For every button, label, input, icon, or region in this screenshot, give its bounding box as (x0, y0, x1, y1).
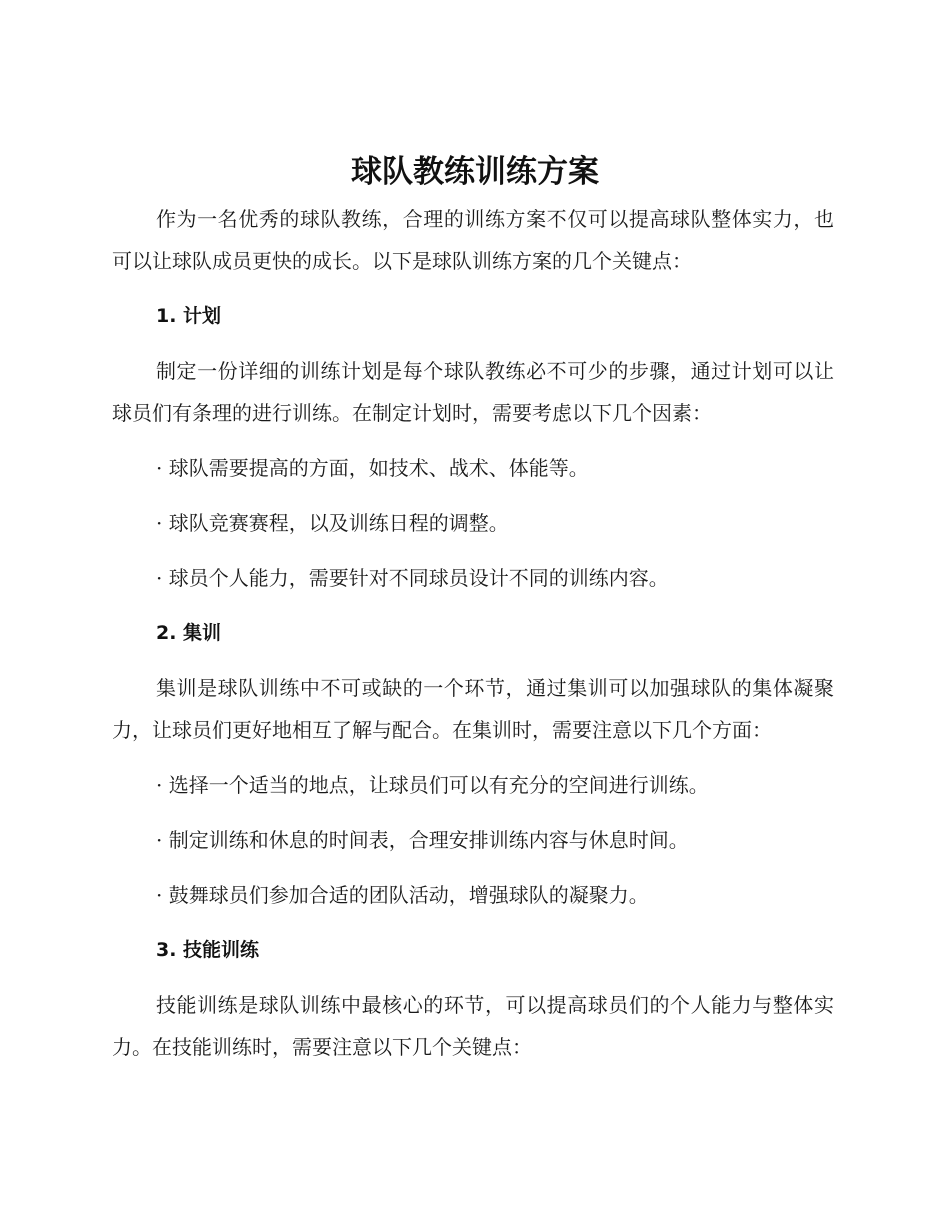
intro-paragraph: 作为一名优秀的球队教练，合理的训练方案不仅可以提高球队整体实力，也可以让球队成员更快的成长。以下是球队训练方案的几个关键点： (112, 207, 834, 273)
section-heading-plan: 1. 计划 (156, 305, 222, 327)
section-heading-skills: 3. 技能训练 (156, 939, 260, 961)
list-item: · 球员个人能力，需要针对不同球员设计不同的训练内容。 (156, 566, 669, 590)
list-item: · 选择一个适当的地点，让球员们可以有充分的空间进行训练。 (156, 773, 709, 797)
section-paragraph-skills: 技能训练是球队训练中最核心的环节，可以提高球员们的个人能力与整体实力。在技能训练时，需要注意以下几个关键点： (112, 993, 834, 1059)
list-item: · 球队需要提高的方面，如技术、战术、体能等。 (156, 456, 589, 480)
section-paragraph-plan: 制定一份详细的训练计划是每个球队教练必不可少的步骤，通过计划可以让球员们有条理的进行训练。在制定计划时，需要考虑以下几个因素： (112, 359, 834, 425)
document-body (112, 198, 834, 1068)
list-item: · 球队竞赛赛程，以及训练日程的调整。 (156, 511, 509, 535)
list-item: · 鼓舞球员们参加合适的团队活动，增强球队的凝聚力。 (156, 883, 649, 907)
section-heading-camp: 2. 集训 (156, 622, 222, 644)
document-title: 球队教练训练方案 (351, 154, 599, 190)
list-item: · 制定训练和休息的时间表，合理安排训练内容与休息时间。 (156, 828, 689, 852)
section-paragraph-camp: 集训是球队训练中不可或缺的一个环节，通过集训可以加强球队的集体凝聚力，让球员们更好地相互了解与配合。在集训时，需要注意以下几个方面： (112, 676, 834, 742)
